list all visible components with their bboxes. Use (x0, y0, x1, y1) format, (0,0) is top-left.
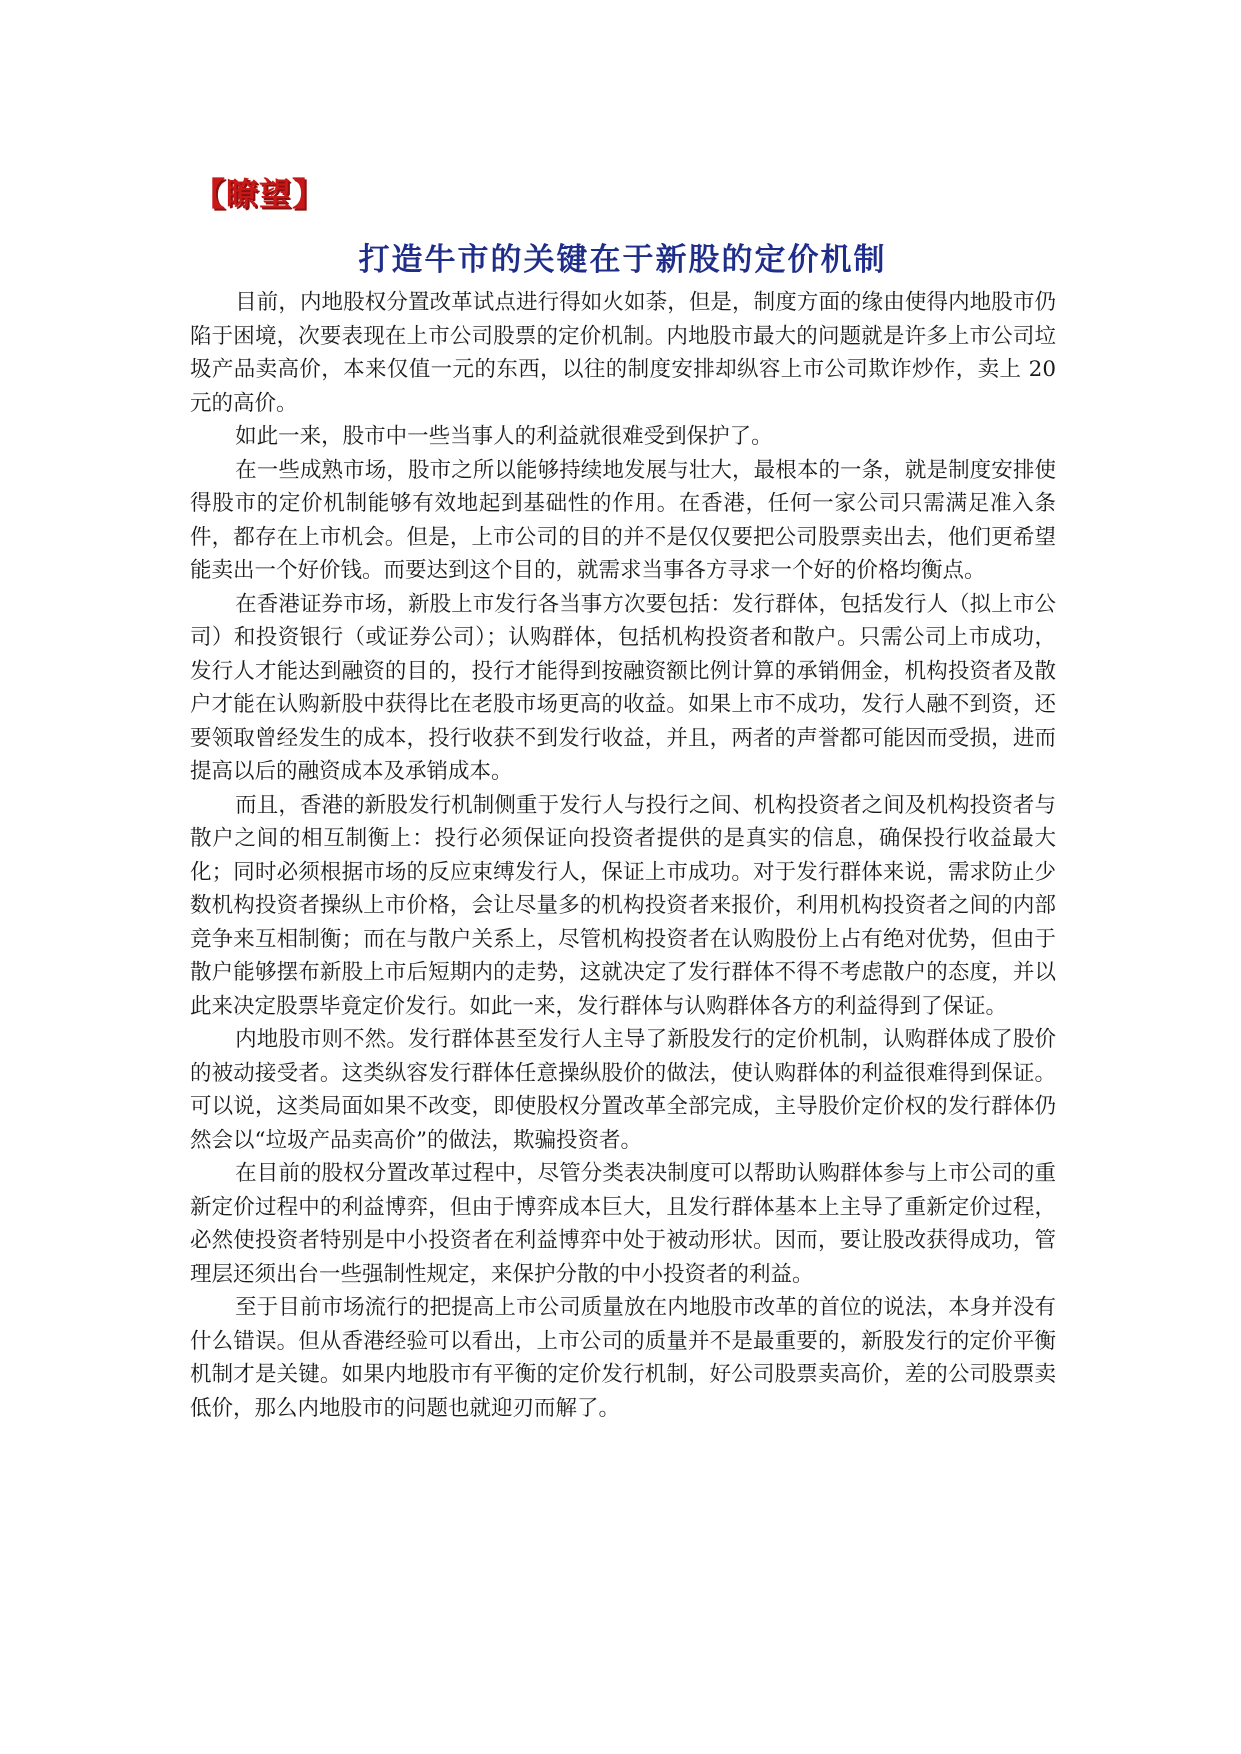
paragraph: 目前，内地股权分置改革试点进行得如火如荼，但是，制度方面的缘由使得内地股市仍陷于困境，次要表现在上市公司股票的定价机制。内地股市最大的问题就是许多上市公司垃圾产品卖高价，本来仅值一元的东西，以往的制度安排却纵容上市公司欺诈炒作，卖上 20 元的高价。 (190, 290, 1056, 416)
paragraph: 而且，香港的新股发行机制侧重于发行人与投行之间、机构投资者之间及机构投资者与散户之间的相互制衡上：投行必须保证向投资者提供的是真实的信息，确保投行收益最大化；同时必须根据市场的反应束缚发行人，保证上市成功。对于发行群体来说，需求防止少数机构投资者操纵上市价格，会让尽量多的机构投资者来报价，利用机构投资者之间的内部竞争来互相制衡；而在与散户关系上，尽管机构投资者在认购股份上占有绝对优势，但由于散户能够摆布新股上市后短期内的走势，这就决定了发行群体不得不考虑散户的态度，并以此来决定股票毕竟定价发行。如此一来，发行群体与认购群体各方的利益得到了保证。 (190, 792, 1056, 1019)
article-body (190, 286, 1056, 1425)
paragraph: 在一些成熟市场，股市之所以能够持续地发展与壮大，最根本的一条，就是制度安排使得股市的定价机制能够有效地起到基础性的作用。在香港，任何一家公司只需满足准入条件，都存在上市机会。但是，上市公司的目的并不是仅仅要把公司股票卖出去，他们更希望能卖出一个好价钱。而要达到这个目的，就需求当事各方寻求一个好的价格均衡点。 (190, 457, 1056, 583)
paragraph: 在目前的股权分置改革过程中，尽管分类表决制度可以帮助认购群体参与上市公司的重新定价过程中的利益博弈，但由于博弈成本巨大，且发行群体基本上主导了重新定价过程，必然使投资者特别是中小投资者在利益博弈中处于被动形状。因而，要让股改获得成功，管理层还须出台一些强制性规定，来保护分散的中小投资者的利益。 (190, 1161, 1056, 1287)
section-tag: 【瞭望】 (193, 175, 326, 213)
paragraph: 至于目前市场流行的把提高上市公司质量放在内地股市改革的首位的说法，本身并没有什么错误。但从香港经验可以看出，上市公司的质量并不是最重要的，新股发行的定价平衡机制才是关键。如果内地股市有平衡的定价发行机制，好公司股票卖高价，差的公司股票卖低价，那么内地股市的问题也就迎刃而解了。 (190, 1295, 1056, 1421)
paragraph: 内地股市则不然。发行群体甚至发行人主导了新股发行的定价机制，认购群体成了股价的被动接受者。这类纵容发行群体任意操纵股价的做法，使认购群体的利益很难得到保证。可以说，这类局面如果不改变，即使股权分置改革全部完成，主导股价定价权的发行群体仍然会以“垃圾产品卖高价”的做法，欺骗投资者。 (190, 1027, 1056, 1153)
article-title: 打造牛市的关键在于新股的定价机制 (358, 242, 887, 278)
paragraph: 在香港证券市场，新股上市发行各当事方次要包括：发行群体，包括发行人（拟上市公司）和投资银行（或证券公司）；认购群体，包括机构投资者和散户。只需公司上市成功，发行人才能达到融资的目的，投行才能得到按融资额比例计算的承销佣金，机构投资者及散户才能在认购新股中获得比在老股市场更高的收益。如果上市不成功，发行人融不到资，还要领取曾经发生的成本，投行收获不到发行收益，并且，两者的声誉都可能因而受损，进而提高以后的融资成本及承销成本。 (190, 591, 1056, 784)
paragraph: 如此一来，股市中一些当事人的利益就很难受到保护了。 (235, 424, 773, 449)
